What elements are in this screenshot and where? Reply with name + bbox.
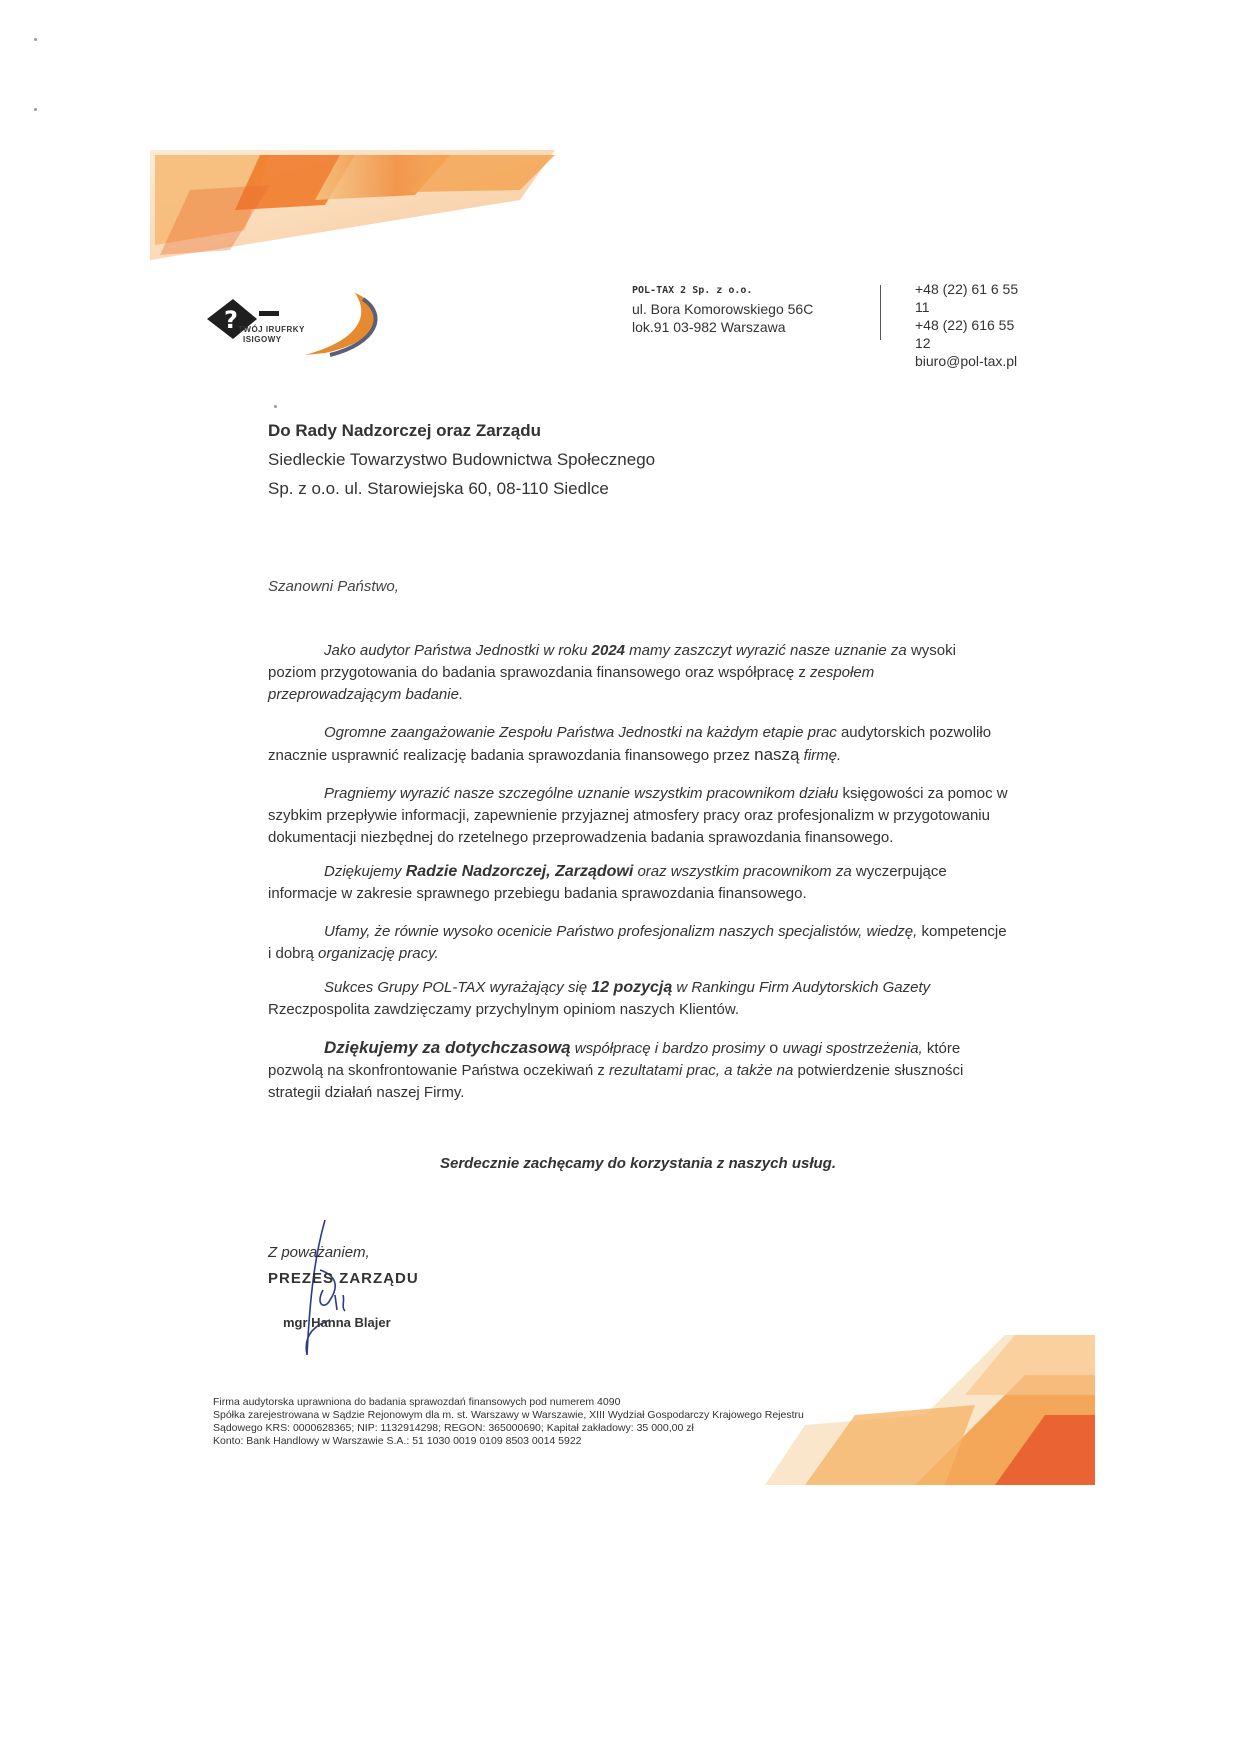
paragraph-4 [268,861,1008,905]
closing-line: Serdecznie zachęcamy do korzystania z naszych usług. [440,1155,836,1172]
scan-speck [34,108,37,111]
paragraph-5 [268,921,1008,965]
p7-text-d: uwagi spostrzeżenia, [782,1040,923,1057]
recipient-line-2: Siedleckie Towarzystwo Budownictwa Społecznego [268,450,656,469]
footer-line-1: Firma audytorska uprawniona do badania sprawozdań finansowych pod numerem 4090 [213,1396,621,1408]
p7-text-a: Dziękujemy za dotychczasową [324,1038,571,1057]
logo-wordmark [238,325,305,345]
paragraph-7 [268,1037,1008,1104]
company-street: ul. Bora Komorowskiego 56C [632,301,814,317]
p7-text-g: potwierdzenie słuszności strategii działań naszej Firmy. [268,1062,964,1101]
p3-text-a: Pragniemy wyrazić nasze szczególne uznanie wszystkim pracownikom działu [324,785,839,802]
p1-text-c: mamy zaszczyt wyrazić nasze uznanie za [625,642,907,659]
email: biuro@pol-tax.pl [915,353,1018,369]
p7-text-c: o [764,1040,783,1057]
p7-text-e: które pozwolą na skonfrontowanie Państwa oczekiwań z [268,1040,961,1079]
p1-text-e: zespołem przeprowadzającym badanie. [268,664,875,703]
paragraph-3 [268,783,1008,849]
p7-text-f: rezultatami prac, a także na [609,1062,794,1079]
p1-text-d: wysoki poziom przygotowania do badania sprawozdania finansowego oraz współpracę z [268,642,956,681]
paragraph-1 [268,640,1008,706]
p4-text-b: Radzie Nadzorczej, Zarządowi [405,863,634,880]
p5-text-c: organizację pracy. [318,945,439,962]
footer-line-4: Konto: Bank Handlowy w Warszawie S.A.: 51 1030 0019 0109 8503 0014 5922 [213,1435,582,1447]
greeting: Szanowni Państwo, [268,578,399,595]
p2-text-b: audytorskich pozwoliło znacznie usprawnić realizację badania sprawozdania finansowego przez [268,724,992,764]
contact-info [915,280,1025,370]
recipient-line-1: Do Rady Nadzorczej oraz Zarządu [268,421,542,440]
logo-line-1: TWÓJ IRUFRKY [238,325,305,334]
p2-text-c: naszą [754,745,800,764]
scan-speck [274,405,277,408]
p2-text-a: Ogromne zaangażowanie Zespołu Państwa Jednostki na każdym etapie prac [324,724,837,741]
company-logo [205,285,405,365]
svg-text:?: ? [224,306,238,334]
phone-1: +48 (22) 61 6 55 11 [915,281,1019,315]
p4-text-a: Dziękujemy [324,863,406,880]
p7-text-b: współpracę i bardzo prosimy [570,1040,765,1057]
footer-line-2: Spółka zarejestrowana w Sądzie Rejonowym dla m. st. Warszawy w Warszawie, XIII Wydział Gospodarczy Krajowego Rejestru [213,1409,804,1421]
company-name: POL-TAX 2 Sp. z o.o. [632,285,753,296]
p6-text-d: Rzeczpospolita zawdzięczamy przychylnym opiniom naszych Klientów. [268,1001,740,1018]
paragraph-2 [268,722,1008,767]
letter-body [268,640,1008,1116]
footer-banner-graphic [765,1335,1095,1485]
phone-2: +48 (22) 616 55 12 [915,317,1015,351]
company-address [632,282,813,336]
recipient-line-3: Sp. z o.o. ul. Starowiejska 60, 08-110 Siedlce [268,479,609,498]
p6-text-c: w Rankingu Firm Audytorskich Gazety [672,979,931,996]
recipient-block [268,416,655,503]
p3-text-b: księgowości za pomoc w szybkim przepływie informacji, zapewnienie przyjaznej atmosfery pracy oraz profesjonalizm w przygotowaniu dokumentacji niezbędnej do rzetelnego przeprowadzenia badania sprawozdania finansowego. [268,785,1008,846]
p1-text-a: Jako audytor Państwa Jednostki w roku [324,642,592,659]
p6-text-a: Sukces Grupy POL-TAX wyrażający się [324,979,592,996]
regards: Z poważaniem, [268,1244,370,1261]
scan-speck [34,38,37,41]
p5-text-a: Ufamy, że równie wysoko ocenicie Państwo profesjonalizm naszych specjalistów, wiedzę, [324,923,918,940]
p6-text-b: 12 pozycją [591,979,673,996]
p4-text-c: oraz wszystkim pracownikom za [633,863,852,880]
p1-year: 2024 [591,642,626,659]
p2-text-d: firmę. [799,747,842,764]
signatory-name: mgr Hanna Blajer [283,1315,391,1330]
p5-text-b: kompetencje i dobrą [268,923,1007,962]
footer-line-3: Sądowego KRS: 0000628365; NIP: 1132914298; REGON: 365000690; Kapitał zakładowy: 35 000,00 zł [213,1422,694,1434]
p4-text-d: wyczerpujące informacje w zakresie sprawnego przebiegu badania sprawozdania finansowego. [268,863,947,902]
signature-block [268,1240,419,1336]
logo-line-2: ISIGOWY [243,335,282,344]
company-city: lok.91 03-982 Warszawa [632,319,786,335]
logo-icon [205,285,405,365]
header-divider [880,285,881,340]
header-banner-graphic [150,150,560,260]
footer-legal [213,1396,804,1448]
paragraph-6 [268,977,1008,1021]
signatory-title: PREZES ZARZĄDU [268,1270,419,1287]
